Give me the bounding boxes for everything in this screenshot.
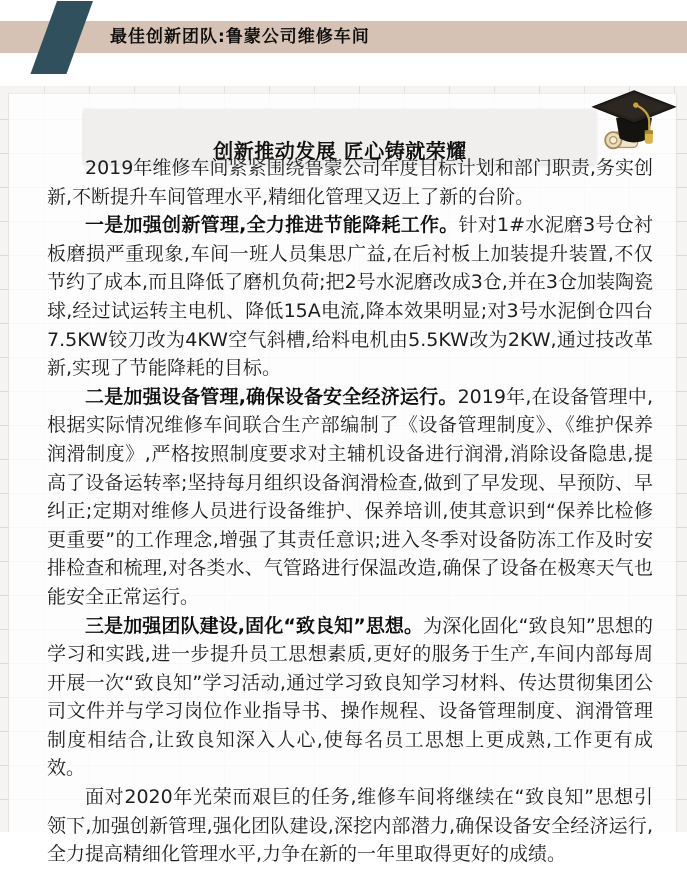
article-paragraph [47, 383, 653, 612]
article-paragraph [47, 154, 653, 211]
article-title: 创新推动发展 匠心铸就荣耀 [213, 139, 467, 163]
paragraph-text: 2019年,在设备管理中,根据实际情况维修车间联合生产部编制了《设备管理制度》、《维护保养润滑制度》,严格按照制度要求对主辅机设备进行润滑,消除设备隐患,提高了设备运转率;坚持每月组织设备润滑检查,做到了早发现、早预防、早纠正;定期对维修人员进行设备维护、保养培训,使其意识到“保养比检修更重要”的工作理念,增强了其责任意识;进入冬季对设备防冻工作及时安排检查和梳理,对各类水、气管路进行保温改造,确保了设备在极寒天气也能安全正常运行。 [47, 385, 653, 608]
paragraph-lead: 一是加强创新管理,全力推进节能降耗工作。 [85, 214, 459, 237]
award-banner-title: 最佳创新团队:鲁蒙公司维修车间 [110, 27, 370, 47]
award-banner [0, 21, 687, 53]
article-body [47, 154, 653, 869]
article-paragraph [47, 612, 653, 784]
graduation-cap-icon [589, 87, 679, 161]
article-paragraph [47, 211, 653, 383]
paragraph-text: 针对1#水泥磨3号仓衬板磨损严重现象,车间一班人员集思广益,在后衬板上加装提升装置,不仅节约了成本,而且降低了磨机负荷;把2号水泥磨改成3仓,并在3仓加装陶瓷球,经过试运转主电机、降低15A电流,降本效果明显;对3号水泥倒仓四台7.5KW铰刀改为4KW空气斜槽,给料电机由5.5KW改为2KW,通过技改革新,实现了节能降耗的目标。 [47, 214, 653, 380]
paragraph-lead: 二是加强设备管理,确保设备安全经济运行。 [85, 385, 458, 408]
paragraph-text: 为深化固化“致良知”思想的学习和实践,进一步提升员工思想素质,更好的服务于生产,车间内部每周开展一次“致良知”学习活动,通过学习致良知学习材料、传达贯彻集团公司文件并与学习岗位作业指导书、操作规程、设备管理制度、润滑管理制度相结合,让致良知深入人心,使每名员工思想上更成熟,工作更有成效。 [47, 614, 654, 780]
paragraph-lead: 三是加强团队建设,固化“致良知”思想。 [85, 614, 424, 637]
paragraph-text: 2019年维修车间紧紧围绕鲁蒙公司年度目标计划和部门职责,务实创新,不断提升车间管理水平,精细化管理又迈上了新的台阶。 [47, 157, 653, 208]
paragraph-text: 面对2020年光荣而艰巨的任务,维修车间将继续在“致良知”思想引领下,加强创新管理,强化团队建设,深挖内部潜力,确保设备安全经济运行,全力提高精细化管理水平,力争在新的一年里取得更好的成绩。 [47, 786, 653, 866]
article-card [8, 93, 677, 866]
article-paragraph [47, 783, 653, 869]
